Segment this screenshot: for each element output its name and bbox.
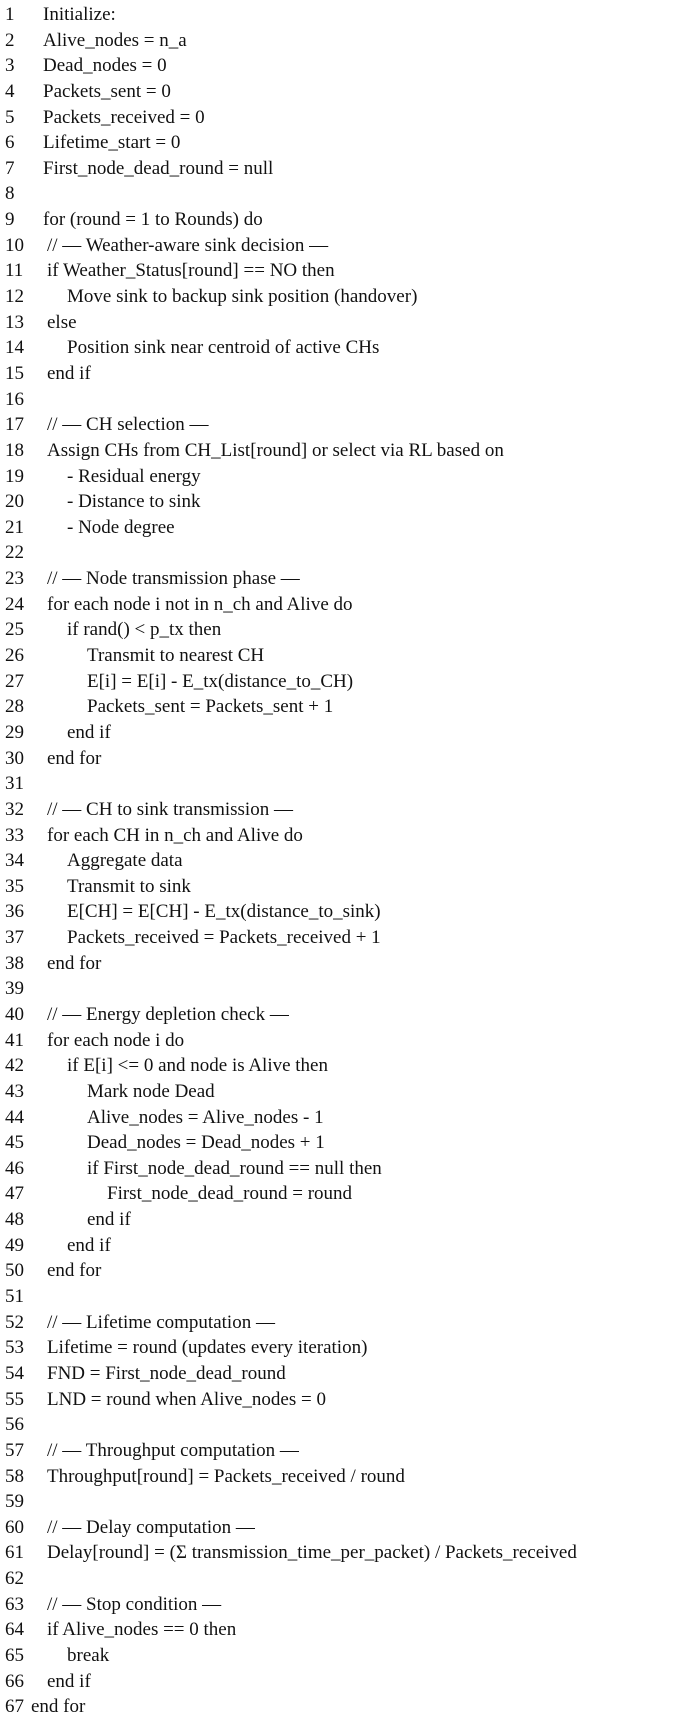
code-text: end for [31, 1696, 86, 1718]
line-number: 1 [5, 4, 15, 25]
code-text: Aggregate data [67, 850, 183, 872]
pseudocode-listing [0, 2, 685, 1720]
line-number: 60 [5, 1516, 24, 1538]
code-text: Move sink to backup sink position (handover) [67, 286, 418, 308]
line-number: 35 [5, 875, 24, 897]
line-number: 45 [5, 1132, 24, 1154]
code-line [0, 1412, 685, 1438]
line-number: 15 [5, 362, 24, 384]
code-text: // — Weather-aware sink decision — [47, 234, 329, 256]
line-number: 42 [5, 1055, 24, 1077]
code-line [0, 925, 685, 951]
code-text: if First_node_dead_round == null then [87, 1157, 382, 1179]
code-text: E[CH] = E[CH] - E_tx(distance_to_sink) [67, 901, 381, 923]
code-text: FND = First_node_dead_round [47, 1362, 286, 1384]
line-number: 18 [5, 439, 24, 461]
line-number: 41 [5, 1029, 24, 1051]
line-number: 64 [5, 1619, 24, 1641]
code-line [0, 797, 685, 823]
code-text: - Node degree [67, 516, 175, 538]
code-line [0, 592, 685, 618]
code-text: // — Energy depletion check — [47, 1003, 289, 1025]
code-text: Lifetime_start = 0 [43, 132, 181, 154]
code-line [0, 566, 685, 592]
code-line [0, 1361, 685, 1387]
code-line [0, 1566, 685, 1592]
code-line [0, 258, 685, 284]
code-text: - Distance to sink [67, 491, 201, 513]
line-number: 8 [5, 183, 15, 205]
code-line [0, 335, 685, 361]
code-text: Alive_nodes = Alive_nodes - 1 [87, 1106, 324, 1128]
code-text: if Alive_nodes == 0 then [47, 1619, 237, 1641]
code-line [0, 617, 685, 643]
code-line [0, 540, 685, 566]
line-number: 2 [5, 29, 15, 51]
line-number: 33 [5, 824, 24, 846]
code-line [0, 1053, 685, 1079]
line-number: 27 [5, 670, 24, 692]
code-text: - Residual energy [67, 465, 201, 487]
code-line [0, 1079, 685, 1105]
code-line [0, 1002, 685, 1028]
code-line [0, 874, 685, 900]
line-number: 25 [5, 619, 24, 641]
code-text: for (round = 1 to Rounds) do [43, 209, 263, 231]
line-number: 11 [5, 260, 24, 282]
code-line [0, 1387, 685, 1413]
code-line [0, 53, 685, 79]
line-number: 30 [5, 747, 24, 769]
code-line [0, 181, 685, 207]
line-number: 50 [5, 1260, 24, 1282]
code-text: Delay[round] = (Σ transmission_time_per_packet) / Packets_received [47, 1542, 577, 1564]
code-text: Assign CHs from CH_List[round] or select via RL based on [47, 439, 504, 461]
line-number: 43 [5, 1080, 24, 1102]
code-line [0, 771, 685, 797]
code-line [0, 1207, 685, 1233]
line-number: 57 [5, 1439, 24, 1461]
line-number: 16 [5, 388, 24, 410]
line-number: 58 [5, 1465, 24, 1487]
code-text: end if [47, 1670, 91, 1692]
line-number: 19 [5, 465, 24, 487]
code-line [0, 951, 685, 977]
code-text: Transmit to sink [67, 875, 191, 897]
code-text: end if [87, 1209, 131, 1231]
line-number: 44 [5, 1106, 24, 1128]
line-number: 7 [5, 157, 15, 179]
code-text: end for [47, 1260, 102, 1282]
line-number: 6 [5, 132, 15, 154]
code-line [0, 79, 685, 105]
code-text: // — CH to sink transmission — [47, 798, 293, 820]
line-number: 56 [5, 1414, 24, 1436]
code-text: Throughput[round] = Packets_received / round [47, 1465, 405, 1487]
code-line [0, 1335, 685, 1361]
line-number: 12 [5, 286, 24, 308]
line-number: 67 [5, 1696, 24, 1718]
code-text: end for [47, 952, 102, 974]
code-text: // — Stop condition — [47, 1593, 222, 1615]
line-number: 32 [5, 798, 24, 820]
code-text: if rand() < p_tx then [67, 619, 222, 641]
code-text: // — Throughput computation — [47, 1439, 299, 1461]
code-line [0, 207, 685, 233]
code-text: if Weather_Status[round] == NO then [47, 260, 335, 282]
code-line [0, 976, 685, 1002]
code-line [0, 28, 685, 54]
code-line [0, 1694, 685, 1720]
line-number: 31 [5, 773, 24, 795]
code-text: Lifetime = round (updates every iteration) [47, 1337, 368, 1359]
code-text: First_node_dead_round = null [43, 157, 274, 179]
code-text: for each node i do [47, 1029, 185, 1051]
line-number: 53 [5, 1337, 24, 1359]
code-line [0, 1617, 685, 1643]
code-text: Packets_sent = 0 [43, 80, 171, 102]
line-number: 20 [5, 491, 24, 513]
code-line [0, 1105, 685, 1131]
code-line [0, 438, 685, 464]
code-line [0, 233, 685, 259]
code-line [0, 1181, 685, 1207]
line-number: 49 [5, 1234, 24, 1256]
line-number: 36 [5, 901, 24, 923]
line-number: 62 [5, 1568, 24, 1590]
code-text: Mark node Dead [87, 1080, 215, 1102]
line-number: 9 [5, 209, 15, 231]
code-line [0, 515, 685, 541]
code-text: else [47, 311, 77, 333]
code-text: Dead_nodes = 0 [43, 55, 167, 77]
code-line [0, 720, 685, 746]
line-number: 13 [5, 311, 24, 333]
code-text: for each CH in n_ch and Alive do [47, 824, 303, 846]
code-text: Packets_sent = Packets_sent + 1 [87, 696, 334, 718]
code-text: end if [47, 362, 91, 384]
code-text: break [67, 1645, 110, 1666]
code-text: Alive_nodes = n_a [43, 29, 187, 51]
code-text: // — CH selection — [47, 414, 209, 436]
line-number: 38 [5, 952, 24, 974]
code-line [0, 1515, 685, 1541]
line-number: 54 [5, 1362, 24, 1384]
code-line [0, 1233, 685, 1259]
code-line [0, 1438, 685, 1464]
code-text: Transmit to nearest CH [87, 645, 265, 667]
code-text: end if [67, 1234, 111, 1256]
line-number: 40 [5, 1003, 24, 1025]
line-number: 4 [5, 80, 15, 102]
line-number: 17 [5, 414, 24, 436]
code-line [0, 643, 685, 669]
code-text: Dead_nodes = Dead_nodes + 1 [87, 1132, 325, 1154]
code-line [0, 361, 685, 387]
code-line [0, 1592, 685, 1618]
line-number: 37 [5, 927, 24, 949]
code-line [0, 1310, 685, 1336]
code-line [0, 1130, 685, 1156]
code-line [0, 1258, 685, 1284]
code-text: // — Node transmission phase — [47, 568, 300, 590]
line-number: 55 [5, 1388, 24, 1410]
line-number: 59 [5, 1491, 24, 1513]
code-text: Position sink near centroid of active CHs [67, 337, 380, 359]
line-number: 23 [5, 568, 24, 590]
code-line [0, 1669, 685, 1695]
code-line [0, 1540, 685, 1566]
code-line [0, 1028, 685, 1054]
code-line [0, 899, 685, 925]
code-line [0, 694, 685, 720]
code-line [0, 412, 685, 438]
line-number: 51 [5, 1286, 24, 1308]
line-number: 14 [5, 337, 24, 359]
line-number: 21 [5, 516, 24, 538]
line-number: 48 [5, 1209, 24, 1231]
code-line [0, 1643, 685, 1669]
code-text: First_node_dead_round = round [107, 1183, 353, 1205]
code-line [0, 284, 685, 310]
line-number: 46 [5, 1157, 24, 1179]
line-number: 5 [5, 106, 15, 128]
line-number: 28 [5, 696, 24, 718]
line-number: 24 [5, 593, 24, 615]
code-line [0, 2, 685, 28]
code-line [0, 464, 685, 490]
line-number: 52 [5, 1311, 24, 1333]
line-number: 26 [5, 645, 24, 667]
code-line [0, 156, 685, 182]
code-line [0, 1464, 685, 1490]
line-number: 34 [5, 850, 24, 872]
code-text: end if [67, 721, 111, 743]
line-number: 61 [5, 1542, 24, 1564]
code-line [0, 1156, 685, 1182]
line-number: 10 [5, 234, 24, 256]
code-text: Packets_received = 0 [43, 106, 205, 128]
code-text: // — Delay computation — [47, 1516, 255, 1538]
code-text: // — Lifetime computation — [47, 1311, 275, 1333]
code-line [0, 848, 685, 874]
code-text: Initialize: [43, 4, 116, 25]
code-text: LND = round when Alive_nodes = 0 [47, 1388, 326, 1410]
code-line [0, 387, 685, 413]
code-line [0, 489, 685, 515]
code-line [0, 823, 685, 849]
code-line [0, 1284, 685, 1310]
line-number: 65 [5, 1645, 24, 1666]
code-text: E[i] = E[i] - E_tx(distance_to_CH) [87, 670, 354, 692]
code-line [0, 130, 685, 156]
line-number: 29 [5, 721, 24, 743]
line-number: 47 [5, 1183, 24, 1205]
code-line [0, 1489, 685, 1515]
code-text: end for [47, 747, 102, 769]
code-line [0, 746, 685, 772]
line-number: 66 [5, 1670, 24, 1692]
line-number: 22 [5, 542, 24, 564]
line-number: 63 [5, 1593, 24, 1615]
code-text: if E[i] <= 0 and node is Alive then [67, 1055, 328, 1077]
code-line [0, 669, 685, 695]
line-number: 39 [5, 978, 24, 1000]
code-line [0, 105, 685, 131]
code-text: for each node i not in n_ch and Alive do [47, 593, 353, 615]
line-number: 3 [5, 55, 15, 77]
code-line [0, 310, 685, 336]
code-text: Packets_received = Packets_received + 1 [67, 927, 381, 949]
